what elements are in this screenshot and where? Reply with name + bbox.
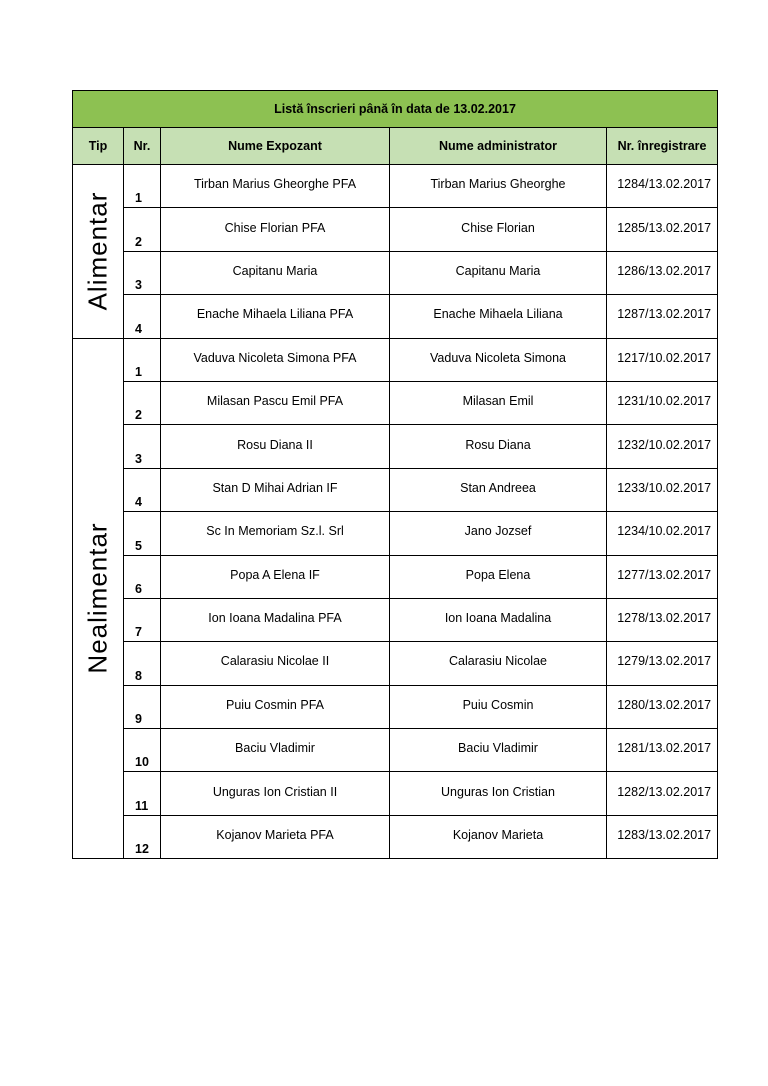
expozant-name: Rosu Diana II [161, 425, 390, 468]
row-number: 2 [124, 381, 161, 424]
row-number: 9 [124, 685, 161, 728]
group-label: Alimentar [82, 191, 113, 311]
header-nr: Nr. [124, 128, 161, 165]
administrator-name: Popa Elena [390, 555, 607, 598]
registration-number: 1287/13.02.2017 [607, 295, 718, 338]
table-row [73, 815, 718, 858]
registration-number: 1234/10.02.2017 [607, 512, 718, 555]
row-number: 5 [124, 512, 161, 555]
administrator-name: Tirban Marius Gheorghe [390, 165, 607, 208]
administrator-name: Vaduva Nicoleta Simona [390, 338, 607, 381]
registration-number: 1286/13.02.2017 [607, 251, 718, 294]
administrator-name: Puiu Cosmin [390, 685, 607, 728]
table-row [73, 685, 718, 728]
administrator-name: Stan Andreea [390, 468, 607, 511]
registration-number: 1280/13.02.2017 [607, 685, 718, 728]
table-row [73, 208, 718, 251]
expozant-name: Vaduva Nicoleta Simona PFA [161, 338, 390, 381]
administrator-name: Milasan Emil [390, 381, 607, 424]
row-number: 4 [124, 295, 161, 338]
table-row [73, 512, 718, 555]
row-number: 1 [124, 165, 161, 208]
table-row [73, 468, 718, 511]
row-number: 12 [124, 815, 161, 858]
group-cell-nealimentar [73, 338, 124, 859]
table-row [73, 165, 718, 208]
registrations-table [72, 90, 718, 859]
row-number: 4 [124, 468, 161, 511]
registration-number: 1285/13.02.2017 [607, 208, 718, 251]
group-label: Nealimentar [82, 522, 113, 674]
registration-number: 1277/13.02.2017 [607, 555, 718, 598]
administrator-name: Calarasiu Nicolae [390, 642, 607, 685]
group-cell-alimentar [73, 165, 124, 339]
row-number: 3 [124, 251, 161, 294]
expozant-name: Unguras Ion Cristian II [161, 772, 390, 815]
expozant-name: Popa A Elena IF [161, 555, 390, 598]
table-row [73, 295, 718, 338]
expozant-name: Capitanu Maria [161, 251, 390, 294]
registration-number: 1279/13.02.2017 [607, 642, 718, 685]
registration-number: 1284/13.02.2017 [607, 165, 718, 208]
registration-number: 1281/13.02.2017 [607, 729, 718, 772]
expozant-name: Ion Ioana Madalina PFA [161, 598, 390, 641]
administrator-name: Kojanov Marieta [390, 815, 607, 858]
registration-number: 1233/10.02.2017 [607, 468, 718, 511]
expozant-name: Calarasiu Nicolae II [161, 642, 390, 685]
row-number: 2 [124, 208, 161, 251]
header-nume-administrator: Nume administrator [390, 128, 607, 165]
registration-number: 1278/13.02.2017 [607, 598, 718, 641]
row-number: 1 [124, 338, 161, 381]
administrator-name: Jano Jozsef [390, 512, 607, 555]
header-nr-inregistrare: Nr. înregistrare [607, 128, 718, 165]
header-tip: Tip [73, 128, 124, 165]
expozant-name: Milasan Pascu Emil PFA [161, 381, 390, 424]
expozant-name: Tirban Marius Gheorghe PFA [161, 165, 390, 208]
row-number: 7 [124, 598, 161, 641]
registration-number: 1232/10.02.2017 [607, 425, 718, 468]
expozant-name: Enache Mihaela Liliana PFA [161, 295, 390, 338]
registration-number: 1283/13.02.2017 [607, 815, 718, 858]
expozant-name: Stan D Mihai Adrian IF [161, 468, 390, 511]
header-nume-expozant: Nume Expozant [161, 128, 390, 165]
table-row [73, 772, 718, 815]
registration-number: 1282/13.02.2017 [607, 772, 718, 815]
expozant-name: Kojanov Marieta PFA [161, 815, 390, 858]
table-row [73, 381, 718, 424]
expozant-name: Sc In Memoriam Sz.l. Srl [161, 512, 390, 555]
administrator-name: Baciu Vladimir [390, 729, 607, 772]
table-row [73, 338, 718, 381]
table-row [73, 729, 718, 772]
table-row [73, 598, 718, 641]
administrator-name: Chise Florian [390, 208, 607, 251]
administrator-name: Unguras Ion Cristian [390, 772, 607, 815]
administrator-name: Rosu Diana [390, 425, 607, 468]
table-title: Listă înscrieri până în data de 13.02.2017 [73, 91, 718, 128]
registration-number: 1217/10.02.2017 [607, 338, 718, 381]
expozant-name: Baciu Vladimir [161, 729, 390, 772]
table-row [73, 251, 718, 294]
row-number: 3 [124, 425, 161, 468]
row-number: 10 [124, 729, 161, 772]
expozant-name: Chise Florian PFA [161, 208, 390, 251]
expozant-name: Puiu Cosmin PFA [161, 685, 390, 728]
table-row [73, 642, 718, 685]
table-body [73, 165, 718, 859]
registration-number: 1231/10.02.2017 [607, 381, 718, 424]
title-row [73, 91, 718, 128]
administrator-name: Ion Ioana Madalina [390, 598, 607, 641]
table-row [73, 425, 718, 468]
header-row [73, 128, 718, 165]
row-number: 8 [124, 642, 161, 685]
table-row [73, 555, 718, 598]
administrator-name: Enache Mihaela Liliana [390, 295, 607, 338]
row-number: 6 [124, 555, 161, 598]
row-number: 11 [124, 772, 161, 815]
administrator-name: Capitanu Maria [390, 251, 607, 294]
